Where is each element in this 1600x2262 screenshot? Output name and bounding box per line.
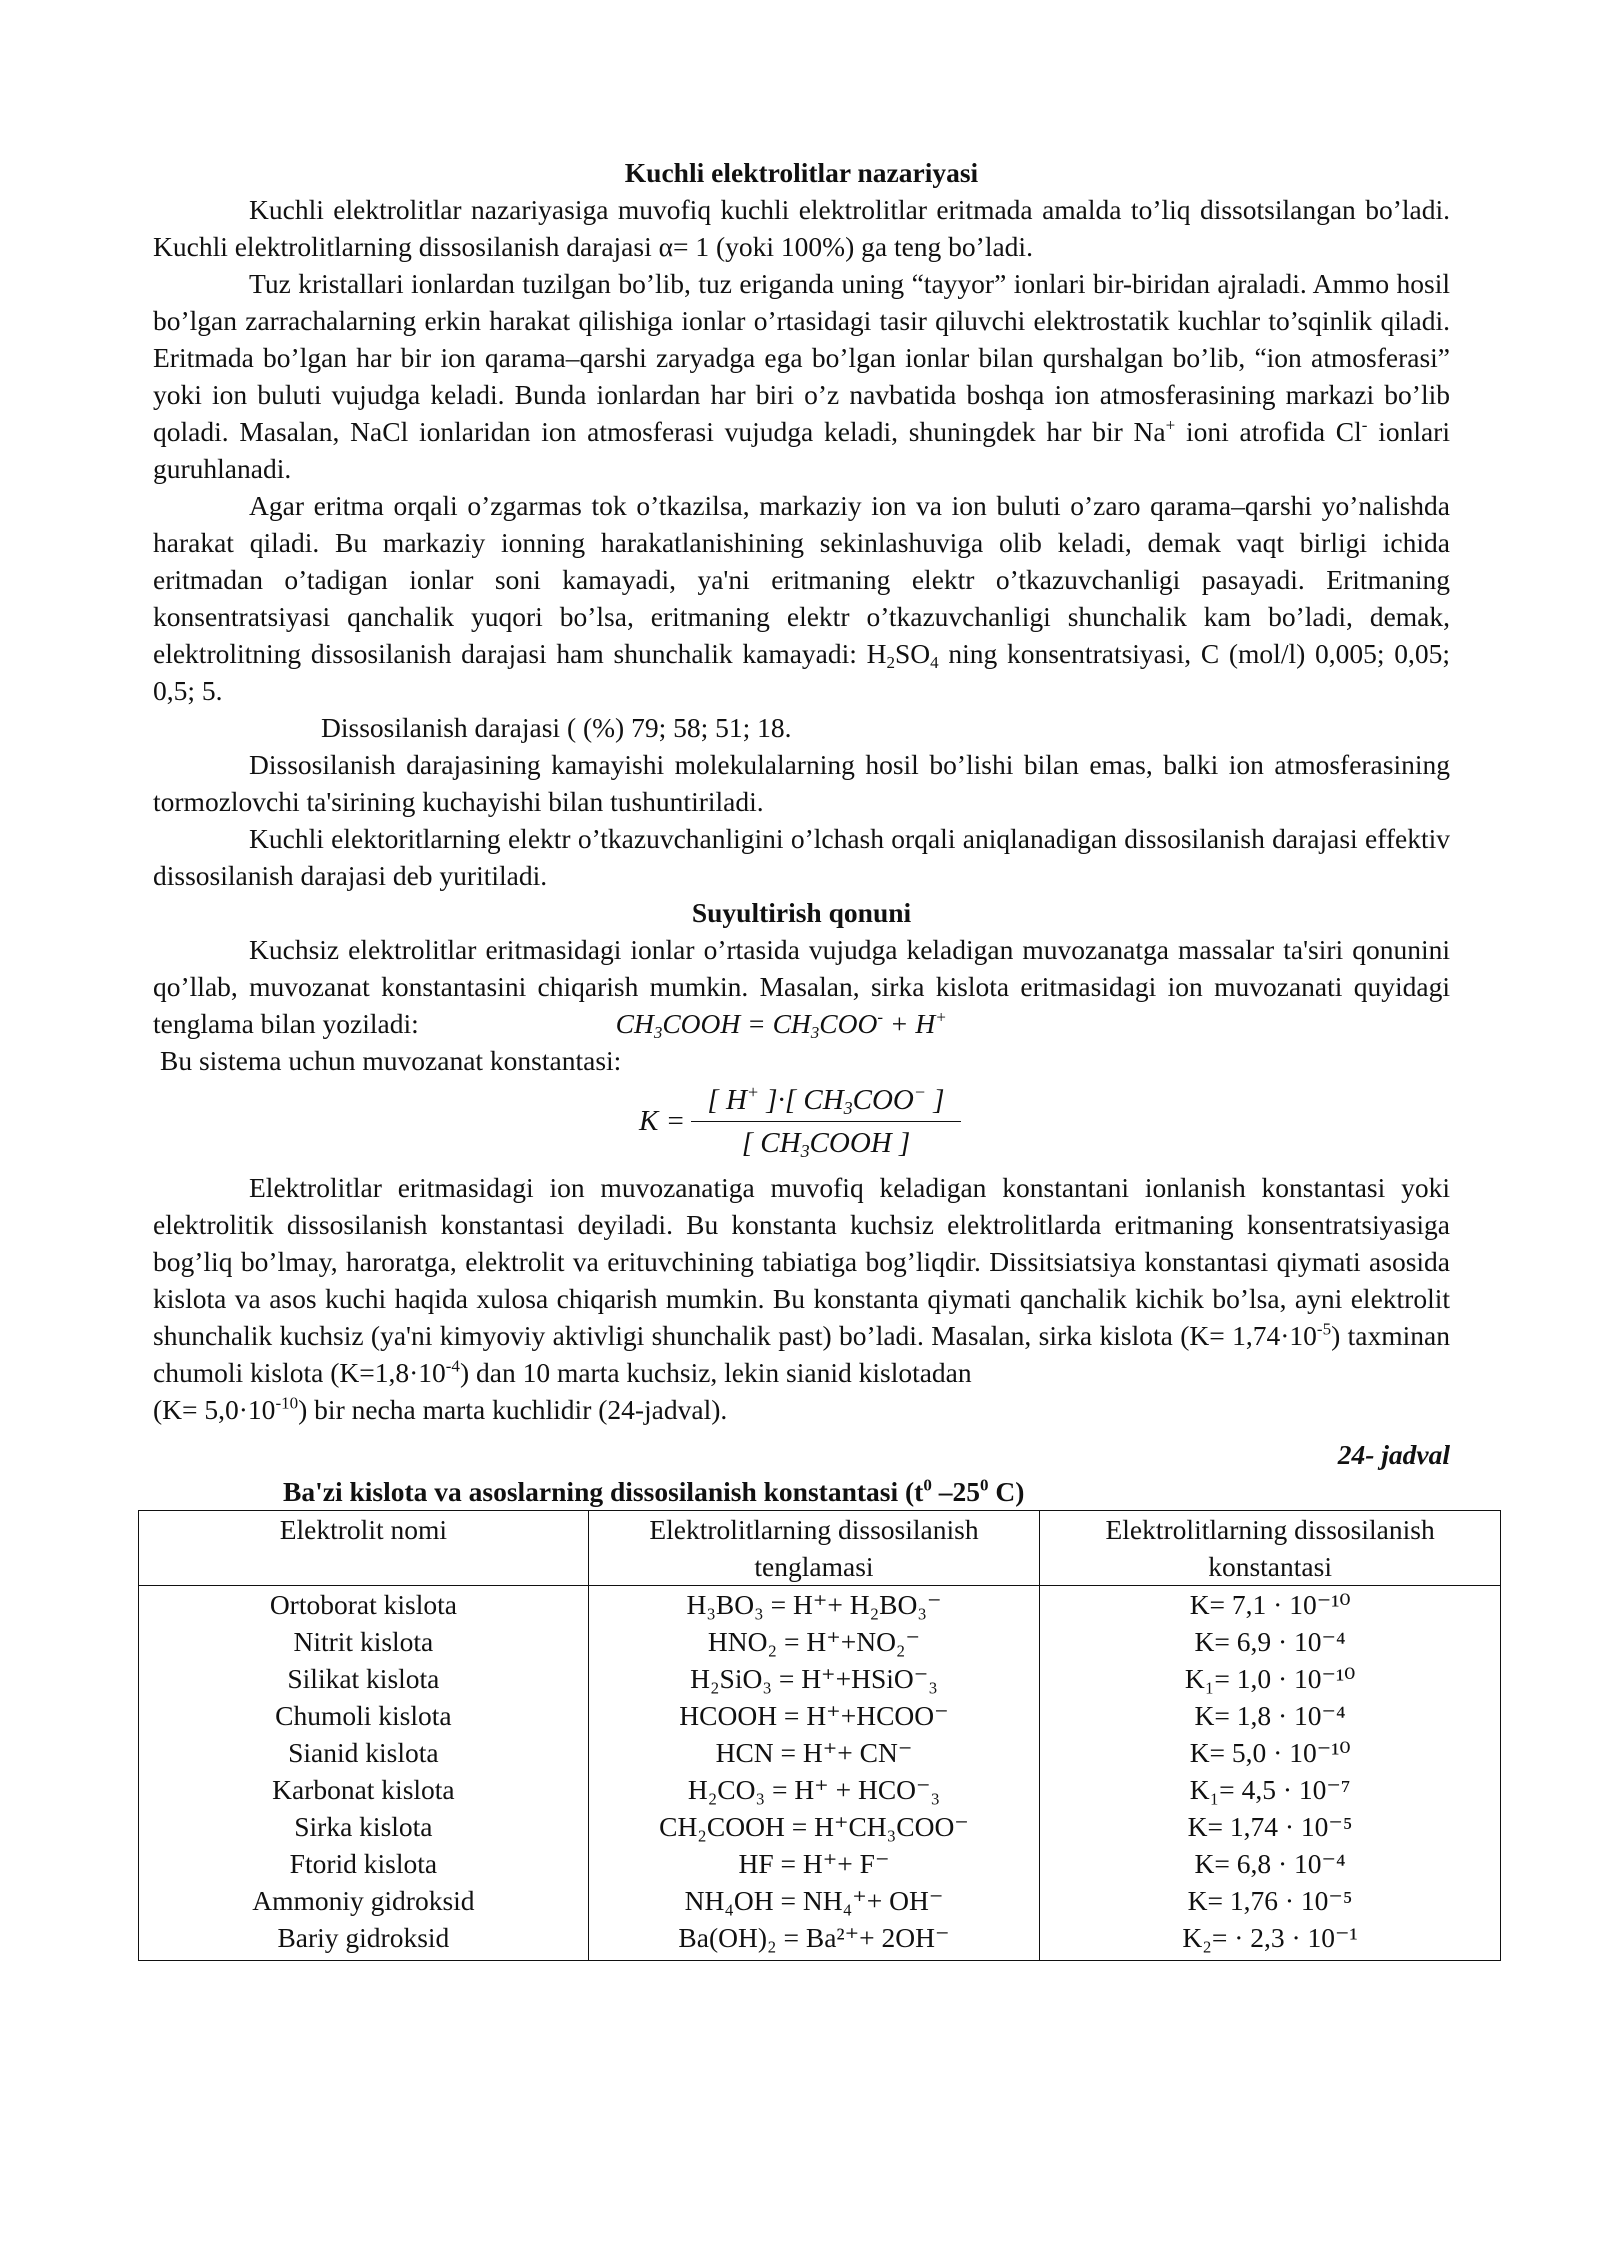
table-cell-constant: K= 6,8 · 10⁻⁴ — [1194, 1848, 1346, 1879]
table-cell-equation: H₂CO₃ = H⁺ + HCO⁻₃ — [687, 1774, 941, 1805]
superscript: + — [746, 1081, 760, 1102]
paragraph-5: Dissosilanish darajasining kamayishi molekulalarning hosil bo’lishi bilan emas, balki ion atmosferasining tormozlovchi ta'sirining kuchayishi bilan tushuntiriladi. — [153, 749, 1450, 817]
paragraph-4-dissociation-degrees: Dissosilanish darajasi ( (%) 79; 58; 51; 18. — [321, 712, 792, 743]
table-cell-name: Bariy gidroksid — [277, 1922, 450, 1953]
header-dissociation-equation: Elektrolitlarning dissosilanish tenglamasi — [588, 1511, 1039, 1586]
paragraph-9-text-a: Elektrolitlar eritmasidagi ion muvozanatiga muvofiq keladigan konstantani ionlanish konstantasi yoki elektrolitik dissosilanish konstantasi deyiladi. Bu konstanta kuchsiz elektrolitlarda eritmaning konsentratsiyasiga bog’liq bo’lmay, haroratga, elektrolit va erituvchining tabiatiga bog’liqdir. Dissitsiatsiya konstantasi qiymati asosida kislota va asos kuchi haqida xulosa chiqarish mumkin. Bu konstanta qiymati qanchalik kichik bo’lsa, ayni elektrolit shunchalik kuchsiz (ya'ni kimyoviy aktivligi shunchalik past) bo’ladi. Masalan, sirka kislota (K= 1,74·10 — [153, 1172, 1450, 1351]
table-cell-constant: K= 7,1 · 10⁻¹⁰ — [1189, 1589, 1351, 1620]
table-cell-equation: Ba(OH)₂ = Ba²⁺+ 2OH⁻ — [678, 1922, 950, 1953]
den-part: COOH ] — [809, 1127, 911, 1159]
superscript: -5 — [1316, 1319, 1332, 1339]
paragraph-1: Kuchli elektrolitlar nazariyasiga muvofiq kuchli elektrolitlar eritmada amalda to’liq dissotsilangan bo’ladi. Kuchli elektrolitlarning dissosilanish darajasi α= 1 (yoki 100%) ga teng bo’ladi. — [153, 194, 1450, 262]
table-header-row — [139, 1511, 1501, 1586]
table-cell-equation: NH₄OH = NH₄⁺+ OH⁻ — [684, 1885, 944, 1916]
table-cell-constant: K₁= 1,0 · 10⁻¹⁰ — [1184, 1663, 1356, 1694]
subscript: 3 — [653, 1022, 663, 1042]
table-cell-name: Ammoniy gidroksid — [252, 1885, 475, 1916]
table-cell-equation: H₂SiO₃ = H⁺+HSiO⁻₃ — [690, 1663, 938, 1694]
paragraph-2 — [153, 265, 1450, 487]
num-part: [ H — [707, 1084, 747, 1116]
document-page — [153, 154, 1450, 1961]
table-cell-constant: K= 1,8 · 10⁻⁴ — [1194, 1700, 1346, 1731]
superscript: 0 — [923, 1475, 932, 1495]
formula-denominator — [691, 1122, 961, 1164]
header-dissociation-constant: Elektrolitlarning dissosilanish konstantasi — [1040, 1511, 1501, 1586]
superscript: -10 — [275, 1393, 299, 1413]
section-title-strong-electrolytes: Kuchli elektrolitlar nazariyasi — [624, 157, 979, 188]
table-cell-constant: K= 1,74 · 10⁻⁵ — [1187, 1811, 1353, 1842]
superscript: 0 — [979, 1475, 989, 1495]
table-number: 24- jadval — [1337, 1439, 1450, 1470]
superscript: − — [913, 1081, 927, 1102]
formula-fraction — [691, 1081, 961, 1164]
table-cell-name: Silikat kislota — [287, 1663, 440, 1694]
table-cell-constant: K₁= 4,5 · 10⁻⁷ — [1189, 1774, 1351, 1805]
equilibrium-constant-formula — [153, 1081, 1450, 1165]
equations-column — [588, 1586, 1039, 1961]
table-cell-equation: H₃BO₃ = H⁺+ H₂BO₃⁻ — [686, 1589, 942, 1620]
caption-part: C) — [988, 1476, 1025, 1507]
num-part: COO — [852, 1084, 914, 1116]
table-cell-constant: K= 6,9 · 10⁻⁴ — [1194, 1626, 1346, 1657]
acetic-acid-equation — [615, 1007, 947, 1042]
paragraph-2-text-a: Tuz kristallari ionlardan tuzilgan bo’lib, tuz eriganda uning “tayyor” ionlari bir-biridan ajraladi. Ammo hosil bo’lgan zarrachalarning erkin harakat qilishiga ionlar o’rtasidagi tasir qiluvchi elektrostatik kuchlar to’sqinlik qiladi. Eritmada bo’lgan har bir ion qarama–qarshi zaryadga ega bo’lgan ionlar bilan qurshalgan bo’lib, “ion atmosferasi” yoki ion buluti vujudga keladi. Bunda ionlardan har biri o’z navbatida boshqa ion atmosferasining markazi bo’lib qoladi. Masalan, NaCl ionlaridan ion atmosferasi vujudga keladi, shuningdek har bir Na — [153, 268, 1450, 447]
names-column — [139, 1586, 589, 1961]
table-cell-equation: HF = H⁺+ F⁻ — [738, 1848, 890, 1879]
superscript: + — [1165, 415, 1176, 435]
table-cell-name: Sianid kislota — [288, 1737, 439, 1768]
subscript: 4 — [930, 652, 939, 672]
superscript: - — [877, 1007, 884, 1027]
formula-numerator — [691, 1081, 961, 1122]
table-cell-constant: K= 5,0 · 10⁻¹⁰ — [1189, 1737, 1351, 1768]
table-cell-name: Ftorid kislota — [289, 1848, 438, 1879]
paragraph-9 — [153, 1169, 1450, 1391]
superscript: + — [935, 1007, 947, 1027]
table-cell-equation: HCN = H⁺+ CN⁻ — [715, 1737, 913, 1768]
paragraph-7-text: Kuchsiz elektrolitlar eritmasidagi ionlar o’rtasida vujudga keladigan muvozanatga massalar ta'siri qonunini qo’llab, muvozanat konstantasini chiqarish mumkin. Masalan, sirka kislota eritmasidagi ion muvozanati quyidagi tenglama bilan yoziladi: — [153, 934, 1450, 1039]
superscript: -4 — [445, 1356, 460, 1376]
paragraph-9-text-b: ) taxminan chumoli kislota (K=1,8·10 — [153, 1320, 1450, 1388]
subscript: 3 — [843, 1098, 853, 1119]
paragraph-6: Kuchli elektoritlarning elektr o’tkazuvchanligini o’lchash orqali aniqlanadigan dissosilanish darajasi effektiv dissosilanish darajasi deb yuritiladi. — [153, 823, 1450, 891]
den-part: [ CH — [741, 1127, 801, 1159]
table-cell-equation: HCOOH = H⁺+HCOO⁻ — [679, 1700, 949, 1731]
table-caption — [283, 1473, 1450, 1510]
paragraph-9-text-c: ) dan 10 marta kuchsiz, lekin sianid kislotadan — [459, 1357, 972, 1388]
section-title-dilution-law: Suyultirish qonuni — [691, 897, 912, 928]
paragraph-10-text-a: (K= 5,0·10 — [153, 1394, 276, 1425]
paragraph-7 — [153, 931, 1450, 1042]
paragraph-2-text-c: ionlari guruhlanadi. — [153, 416, 1450, 484]
paragraph-10-text-b: ) bir necha marta kuchlidir (24-jadval). — [298, 1394, 728, 1425]
subscript: 2 — [886, 652, 896, 672]
dissociation-constants-table — [138, 1510, 1501, 1961]
paragraph-2-text-b: ioni atrofida Cl — [1175, 416, 1362, 447]
superscript: - — [1361, 415, 1368, 435]
table-cell-name: Chumoli kislota — [275, 1700, 452, 1731]
table-cell-constant: K= 1,76 · 10⁻⁵ — [1187, 1885, 1353, 1916]
table-cell-name: Nitrit kislota — [293, 1626, 434, 1657]
constants-column — [1040, 1586, 1501, 1961]
paragraph-3-text-b: SO — [895, 638, 931, 669]
num-part: ]·[ CH — [759, 1084, 844, 1116]
caption-part: Ba'zi kislota va asoslarning dissosilanish konstantasi (t — [283, 1476, 924, 1507]
table-cell-equation: CH₂COOH = H⁺CH₃COO⁻ — [659, 1811, 969, 1842]
formula-k: K = — [639, 1105, 686, 1137]
eq-part: COOH = CH — [662, 1008, 811, 1039]
subscript: 3 — [810, 1022, 820, 1042]
table-cell-name: Ortoborat kislota — [269, 1589, 457, 1620]
paragraph-3 — [153, 487, 1450, 709]
table-cell-equation: HNO₂ = H⁺+NO₂⁻ — [707, 1626, 921, 1657]
paragraph-8: Bu sistema uchun muvozanat konstantasi: — [160, 1045, 622, 1076]
table-cell-name: Sirka kislota — [294, 1811, 433, 1842]
table-cell-constant: K₂= · 2,3 · 10⁻¹ — [1182, 1922, 1358, 1953]
table-body-row — [139, 1586, 1501, 1961]
table-cell-name: Karbonat kislota — [272, 1774, 455, 1805]
paragraph-3-text-a: Agar eritma orqali o’zgarmas tok o’tkazilsa, markaziy ion va ion buluti o’zaro qarama–qarshi yo’nalishda harakat qiladi. Bu markaziy ionning harakatlanishining sekinlashuviga olib keladi, demak vaqt birligi ichida eritmadan o’tadigan ionlar soni kamayadi, ya'ni eritmaning elektr o’tkazuvchanligi pasayadi. Eritmaning konsentratsiyasi qanchalik yuqori bo’lsa, eritmaning elektr o’tkazuvchanligi shunchalik kam bo’ladi, demak, elektrolitning dissosilanish darajasi ham shunchalik kamayadi: H — [153, 490, 1450, 669]
eq-part: + H — [883, 1008, 936, 1039]
eq-part: COO — [819, 1008, 878, 1039]
paragraph-10 — [153, 1391, 1450, 1428]
num-part: ] — [926, 1084, 945, 1116]
subscript: 3 — [800, 1141, 810, 1162]
paragraph-3-text-c: ning konsentratsiyasi, C (mol/l) 0,005; 0,05; 0,5; 5. — [153, 638, 1450, 706]
header-electrolyte-name: Elektrolit nomi — [139, 1511, 589, 1586]
eq-part: CH — [615, 1008, 654, 1039]
caption-part: –25 — [931, 1476, 980, 1507]
